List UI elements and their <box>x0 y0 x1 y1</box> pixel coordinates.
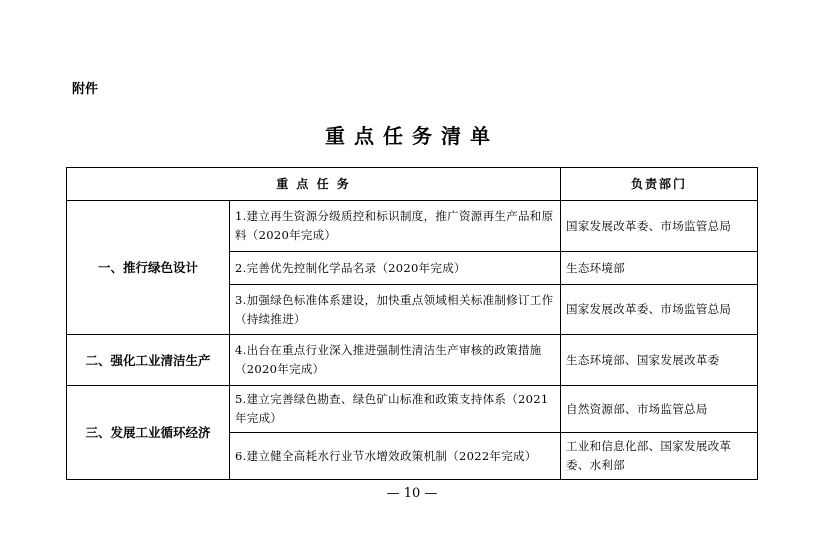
header-key-tasks: 重 点 任 务 <box>67 168 561 201</box>
table-row <box>67 201 758 252</box>
header-responsible-departments: 负责部门 <box>561 168 758 201</box>
category-circular-economy: 三、发展工业循环经济 <box>67 386 230 480</box>
category-clean-production: 二、强化工业清洁生产 <box>67 335 230 386</box>
task-cell: 3.加强绿色标准体系建设，加快重点领域相关标准制修订工作（持续推进） <box>230 285 561 335</box>
department-cell: 国家发展改革委、市场监管总局 <box>561 285 758 335</box>
task-cell: 6.建立健全高耗水行业节水增效政策机制（2022年完成） <box>230 433 561 480</box>
department-cell: 生态环境部、国家发展改革委 <box>561 335 758 386</box>
category-green-design: 一、推行绿色设计 <box>67 201 230 335</box>
key-tasks-table <box>66 167 758 480</box>
document-title: 重点任务清单 <box>325 124 499 148</box>
task-cell: 2.完善优先控制化学品名录（2020年完成） <box>230 252 561 285</box>
task-cell: 1.建立再生资源分级质控和标识制度，推广资源再生产品和原料（2020年完成） <box>230 201 561 252</box>
department-cell: 国家发展改革委、市场监管总局 <box>561 201 758 252</box>
task-cell: 5.建立完善绿色勘查、绿色矿山标准和政策支持体系（2021年完成） <box>230 386 561 433</box>
table-row <box>67 386 758 433</box>
table-row <box>67 335 758 386</box>
attachment-label: 附件 <box>72 82 99 97</box>
department-cell: 工业和信息化部、国家发展改革委、水利部 <box>561 433 758 480</box>
task-cell: 4.出台在重点行业深入推进强制性清洁生产审核的政策措施（2020年完成） <box>230 335 561 386</box>
page-number: — 10 — <box>386 486 438 501</box>
table-header-row <box>67 168 758 201</box>
department-cell: 自然资源部、市场监管总局 <box>561 386 758 433</box>
department-cell: 生态环境部 <box>561 252 758 285</box>
